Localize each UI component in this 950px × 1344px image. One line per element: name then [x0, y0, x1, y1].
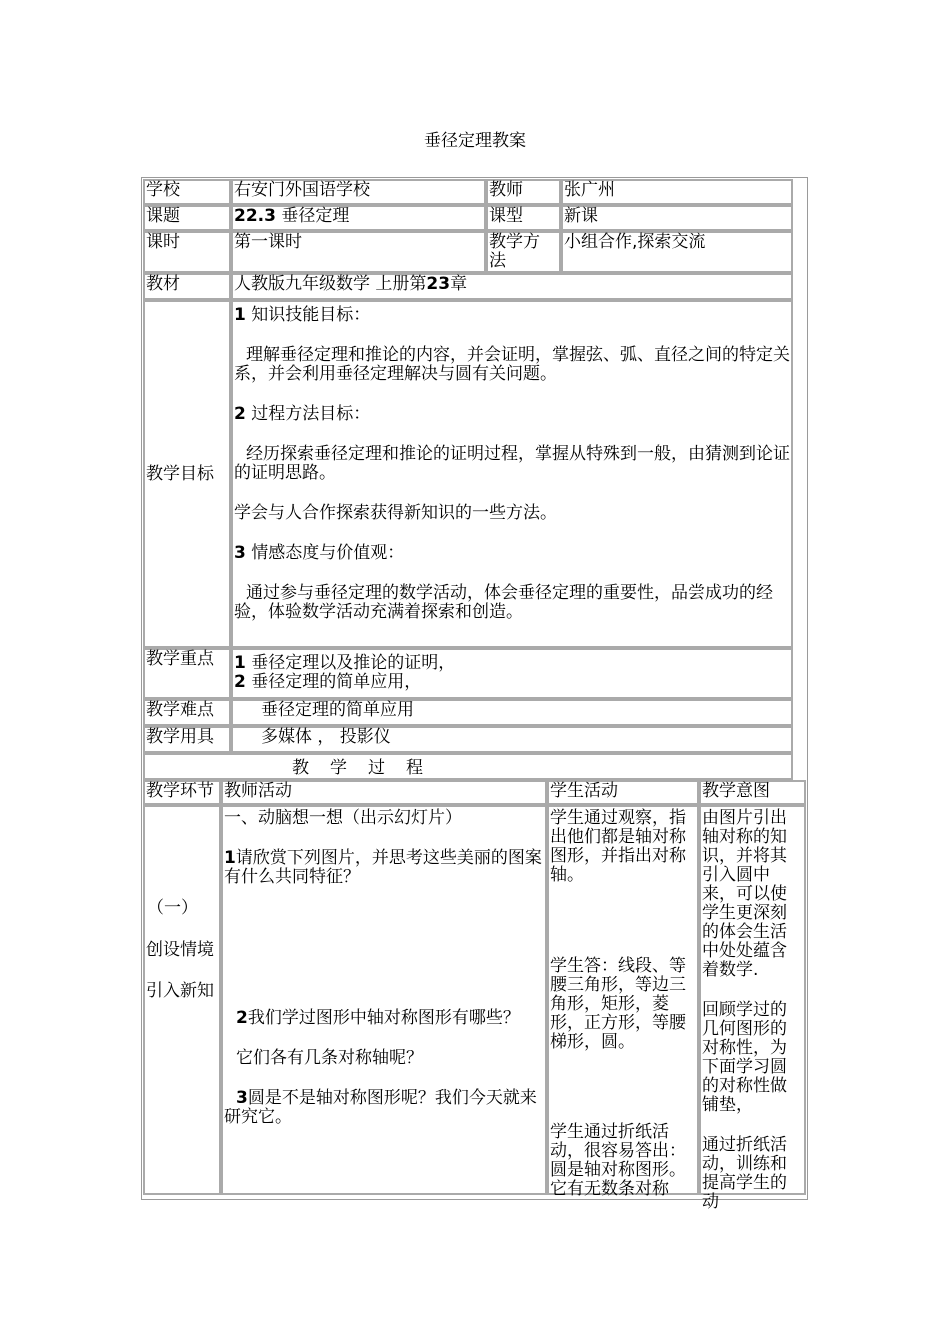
tools-label: 教学用具: [143, 726, 231, 753]
topic-text: 垂径定理: [275, 206, 350, 226]
teacher-value: 张广州: [561, 179, 793, 205]
teacher-item2-number: 1: [224, 848, 236, 868]
goal2-number: 2: [234, 404, 246, 424]
page-title: 垂径定理教案: [424, 131, 526, 151]
key1-number: 1: [234, 653, 246, 673]
topic-value: [231, 205, 486, 231]
type-label: 课型: [486, 205, 561, 231]
material-pre: 人教版九年级数学 上册第: [234, 274, 427, 294]
material-label: 教材: [143, 273, 231, 300]
goals-label-text: 教学目标: [146, 463, 214, 484]
school-label: 学校: [143, 179, 231, 205]
teacher-item2: 请欣赏下列图片，并思考这些美丽的图案有什么共同特征？: [224, 848, 542, 887]
goal1-text: 理解垂径定理和推论的内容，并会证明，掌握弦、弧、直径之间的特定关系，并会利用垂径定理解决与圆有关问题。: [234, 345, 790, 384]
goal1-number: 1: [234, 305, 246, 325]
teacher-label: 教师: [486, 179, 561, 205]
teacher-item5: 圆是不是轴对称图形呢？我们今天就来研究它。: [224, 1088, 537, 1127]
key-label: 教学重点: [143, 648, 231, 699]
school-value: 右安门外国语学校: [231, 179, 486, 205]
stage-cell: [143, 805, 221, 1195]
col-header-student: 学生活动: [547, 780, 699, 805]
stage-line1: （一）: [147, 898, 198, 918]
teacher-item3: 我们学过图形中轴对称图形有哪些？: [247, 1008, 520, 1028]
method-label: 教学方法: [486, 231, 561, 273]
intent-item3: 通过折纸活动，训练和提高学生的动: [702, 1135, 787, 1212]
goal2-text2: 学会与人合作探索获得新知识的一些方法。: [234, 503, 557, 523]
student-item1: 学生通过观察，指出他们都是轴对称图形，并指出对称轴。: [550, 808, 686, 885]
key2-number: 2: [234, 672, 246, 692]
teacher-item4: 它们各有几条对称轴呢？: [236, 1048, 423, 1068]
student-item2: 学生答：线段、等腰三角形，等边三角形，矩形，菱形，正方形，等腰梯形，圆。: [550, 956, 686, 1052]
teacher-item3-number: 2: [236, 1008, 248, 1028]
key-content: [231, 648, 793, 699]
difficulty-label: 教学难点: [143, 699, 231, 726]
col-header-teacher: 教师活动: [221, 780, 547, 805]
topic-number: 22.3: [234, 206, 276, 226]
material-number: 23: [426, 274, 451, 294]
student-item3: 学生通过折纸活动，很容易答出：圆是轴对称图形。它有无数条对称: [550, 1122, 686, 1199]
tools-value: 多媒体 ， 投影仪: [231, 726, 793, 753]
intent-item2: 回顾学过的几何图形的对称性，为下面学习圆的对称性做铺垫，: [702, 1000, 787, 1115]
key1-text: 垂径定理以及推论的证明，: [245, 653, 456, 673]
intent-cell: [699, 805, 806, 1212]
goal3-text: 通过参与垂径定理的数学活动，体会垂径定理的重要性，品尝成功的经验，体验数学活动充满着探索和创造。: [234, 583, 773, 622]
student-activity-cell: [547, 805, 699, 1199]
teacher-activity-cell: [221, 805, 547, 1195]
goal3-number: 3: [234, 543, 246, 563]
goal2-title: 过程方法目标：: [245, 404, 371, 424]
material-value: [231, 273, 793, 300]
goal2-text: 经历探索垂径定理和推论的证明过程，掌握从特殊到一般，由猜测到论证的证明思路。: [234, 444, 790, 483]
col-header-stage: 教学环节: [143, 780, 221, 805]
col-header-intent: 教学意图: [699, 780, 806, 805]
material-post: 章: [450, 274, 468, 294]
intent-item1: 由图片引出轴对称的知识，并将其引入圆中来，可以使学生更深刻的体会生活中处处蕴含着数学.: [702, 808, 787, 980]
goals-content: [231, 300, 793, 648]
stage-line2: 创设情境: [146, 940, 214, 960]
type-value: 新课: [561, 205, 793, 231]
goals-label: [143, 300, 231, 648]
process-header: [143, 753, 793, 780]
stage-line3: 引入新知: [146, 981, 214, 1001]
method-value: 小组合作,探索交流: [561, 231, 793, 273]
key2-text: 垂径定理的简单应用，: [245, 672, 422, 692]
teacher-item1: 一、动脑想一想（出示幻灯片）: [224, 808, 462, 828]
teacher-item5-number: 3: [236, 1088, 248, 1108]
period-value: 第一课时: [231, 231, 486, 273]
goal1-title: 知识技能目标：: [245, 305, 371, 325]
period-label: 课时: [143, 231, 231, 273]
process-header-text: 教 学 过 程: [292, 758, 425, 778]
topic-label: 课题: [143, 205, 231, 231]
difficulty-value: 垂径定理的简单应用: [231, 699, 793, 726]
goal3-title: 情感态度与价值观：: [245, 543, 405, 563]
